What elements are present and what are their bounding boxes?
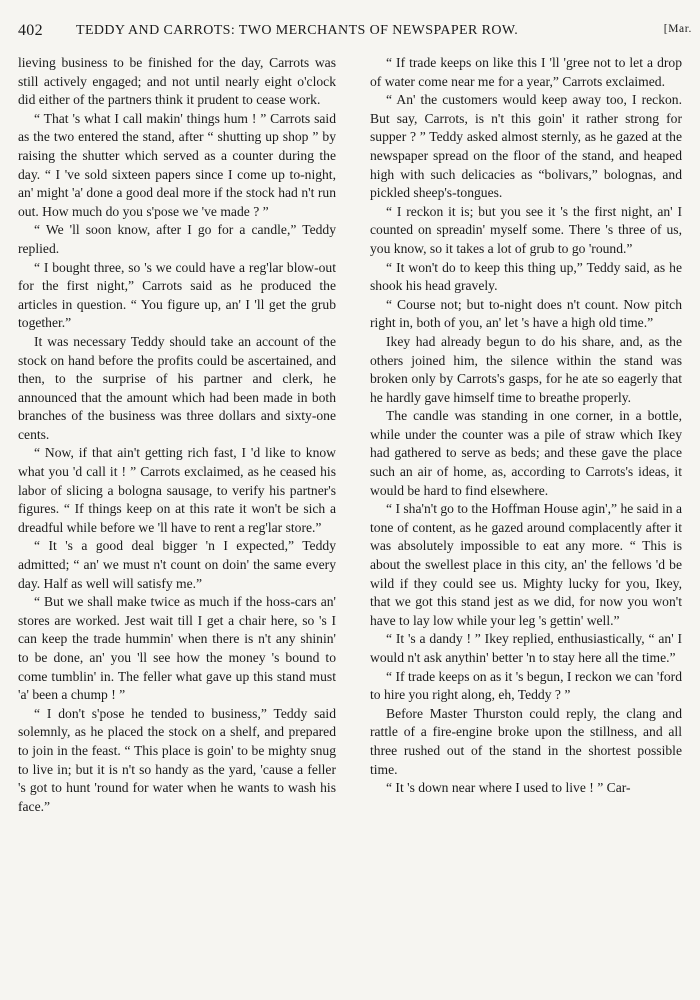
paragraph: “ It 's a dandy ! ” Ikey replied, enthusiastically, “ an' I would n't ask anythin' better 'n to stay here all the time.” bbox=[370, 631, 682, 665]
paragraph: “ I reckon it is; but you see it 's the first night, an' I counted on spreadin' myself some. There 's three of us, you know, so it takes a lot of grub to go 'round.” bbox=[370, 203, 682, 256]
paragraph: The candle was standing in one corner, in a bottle, while under the counter was a pile of straw which Ikey had gathered to serve as beds; and these gave the place such an air of home, as, according to Carrots's ideas, it would be hard to find elsewhere. bbox=[370, 408, 682, 498]
paragraph: “ An' the customers would keep away too, I reckon. But say, Carrots, is n't this goin' it rather strong for supper ? ” Teddy asked almost sternly, as he gazed at the newspaper spread on the floor of the stand, and heaped high with such delicacies as “bolivars,” bolognas, and pickled sheep's-tongues. bbox=[370, 92, 682, 201]
paragraph: “ It 's down near where I used to live ! ” Car- bbox=[386, 780, 631, 796]
paragraph: It was necessary Teddy should take an account of the stock on hand before the profits could be ascertained, and then, to the surprise of his partner and clerk, he announced that the amount which had been made in both branches of the business was three dollars and sixty-one cents. bbox=[18, 333, 336, 442]
left-column bbox=[18, 54, 336, 816]
paragraph: “ I bought three, so 's we could have a reg'lar blow-out for the first night,” Carrots said as he produced the articles in question. “ You figure up, an' I 'll get the grub together.” bbox=[18, 259, 336, 331]
paragraph: “ Course not; but to-night does n't count. Now pitch right in, both of you, an' let 's have a high old time.” bbox=[370, 296, 682, 331]
right-column bbox=[370, 54, 682, 798]
paragraph: “ It won't do to keep this thing up,” Teddy said, as he shook his head gravely. bbox=[370, 259, 682, 294]
paragraph: “ But we shall make twice as much if the hoss-cars an' stores are worked. Jest wait till I get a chair here, so 's I can keep the trade hummin' when there is n't any shinin' to be done, an' you 'll see how the money 's bound to come tumblin' in. The feller what gave up this stand must 'a' been a chump ! ” bbox=[18, 594, 336, 703]
paragraph: “ We 'll soon know, after I go for a candle,” Teddy replied. bbox=[18, 222, 336, 256]
paragraph: “ I sha'n't go to the Hoffman House agin',” he said in a tone of content, as he gazed around complacently after it was absolutely impossible to eat any more. “ This is about the swellest place in this city, an' the fellows 'd be wild if they could see us. Mighty lucky for you, Ikey, that we got this stand jest as we did, for now you won't have to lay low while your leg 's gettin' well.” bbox=[370, 501, 682, 628]
paragraph: Ikey had already begun to do his share, and, as the others joined him, the silence within the stand was broken only by Carrots's gasps, for he ate so eagerly that he hardly gave himself time to breathe properly. bbox=[370, 333, 682, 405]
paragraph: Before Master Thurston could reply, the clang and rattle of a fire-engine broke upon the stillness, and all three rushed out of the stand in the shortest possible time. bbox=[370, 705, 682, 777]
running-header bbox=[18, 22, 692, 44]
issue-month: [Mar. bbox=[663, 23, 692, 35]
running-title: TEDDY AND CARROTS: TWO MERCHANTS OF NEWSPAPER ROW. bbox=[76, 23, 519, 38]
paragraph: “ Now, if that ain't getting rich fast, I 'd like to know what you 'd call it ! ” Carrots exclaimed, as he ceased his labor of slicing a bologna sausage, to verify his partner's figures. “ If things keep on at this rate it won't be sich a dreadful while before we 'll have to rent a reg'lar store.” bbox=[18, 445, 336, 535]
page-number: 402 bbox=[18, 22, 43, 39]
paragraph: lieving business to be finished for the day, Carrots was still actively engaged; and not until nearly eight o'clock did either of the partners think it prudent to cease work. bbox=[18, 55, 336, 108]
paragraph: “ I don't s'pose he tended to business,” Teddy said solemnly, as he placed the stock on a shelf, and prepared to join in the feast. “ This place is goin' to be mighty snug to live in; but it is n't so handy as the yard, 'cause a feller 's got to hunt 'round for water when he wants to wash his face.” bbox=[18, 705, 336, 814]
paragraph: “ It 's a good deal bigger 'n I expected,” Teddy admitted; “ an' we must n't count on doin' the same every day. Half as well will satisfy me.” bbox=[18, 538, 336, 591]
paragraph: “ That 's what I call makin' things hum ! ” Carrots said as the two entered the stand, after “ shutting up shop ” by raising the shutter which served as a counter during the day. “ I 've sold sixteen papers since I come up to-night, an' might 'a' done a good deal more if the stock had n't run out. How much do you s'pose we 've made ? ” bbox=[18, 110, 336, 219]
paragraph: “ If trade keeps on as it 's begun, I reckon we can 'ford to hire you right along, eh, Teddy ? ” bbox=[370, 668, 682, 703]
paragraph: “ If trade keeps on like this I 'll 'gree not to let a drop of water come near me for a year,” Carrots exclaimed. bbox=[370, 55, 682, 89]
